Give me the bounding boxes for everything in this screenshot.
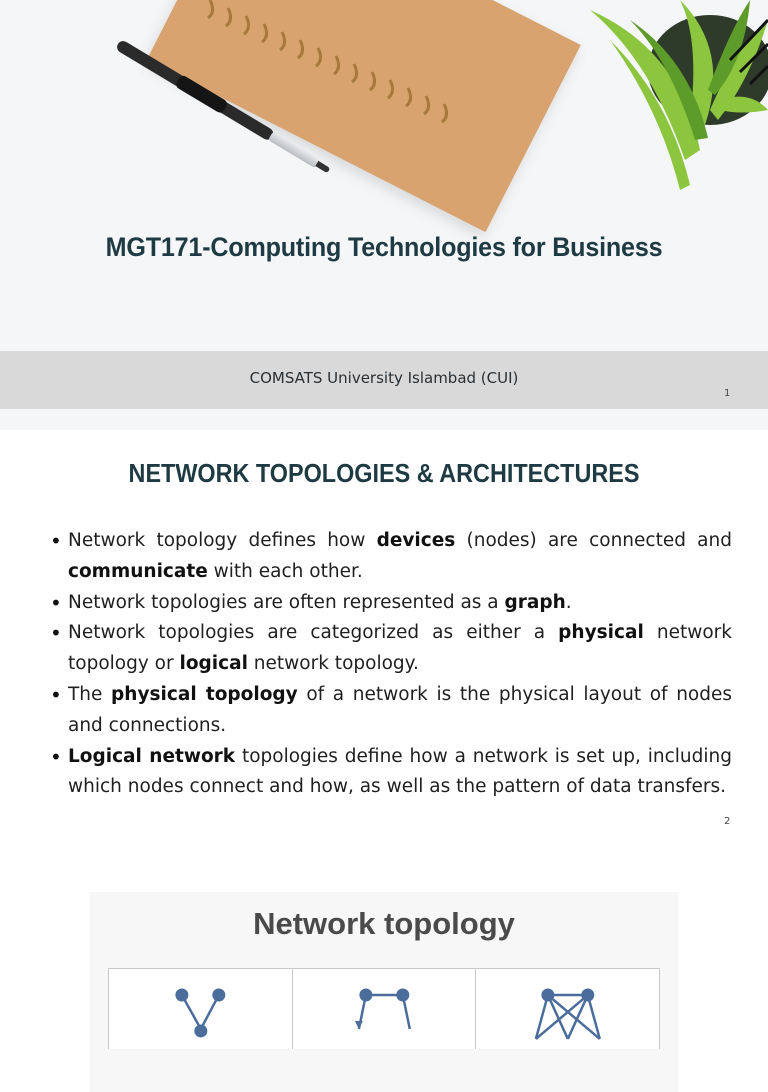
- bullet-list: [50, 526, 732, 803]
- ring-topology-icon: [293, 969, 476, 1049]
- page-number: 2: [724, 816, 731, 827]
- bullet-item: • Network topology defines how devices (nodes) are connected and communicate with each other.: [50, 526, 732, 588]
- bullet-item: • The physical topology of a network is the physical layout of nodes and connections.: [50, 680, 732, 742]
- title-slide: [0, 0, 768, 430]
- topology-diagram-slide: [0, 862, 768, 1024]
- mesh-topology-icon: [476, 969, 659, 1049]
- plant-image: [590, 0, 768, 200]
- slide-heading: NETWORK TOPOLOGIES & ARCHITECTURES: [128, 458, 640, 488]
- topologies-slide: [0, 430, 768, 862]
- tree-topology-cell: [109, 969, 293, 1049]
- tree-topology-icon: [109, 969, 292, 1049]
- course-title: MGT171-Computing Technologies for Business: [105, 232, 663, 262]
- topology-grid: [108, 968, 660, 1049]
- bullet-item: • Network topologies are categorized as either a physical network topology or logical network topology.: [50, 618, 732, 680]
- footer-band: [0, 351, 768, 409]
- page-number: 1: [724, 388, 731, 399]
- university-name: COMSATS University Islambad (CUI): [249, 369, 519, 387]
- ring-topology-cell: [293, 969, 477, 1049]
- notebook-spiral-image: [190, 0, 460, 160]
- mesh-topology-cell: [476, 969, 659, 1049]
- diagram-title: Network topology: [253, 906, 515, 941]
- bullet-item: • Logical network topologies define how a network is set up, including which nodes connect and how, as well as the pattern of data transfers.: [50, 742, 732, 804]
- bullet-item: • Network topologies are often represented as a graph.: [50, 588, 732, 619]
